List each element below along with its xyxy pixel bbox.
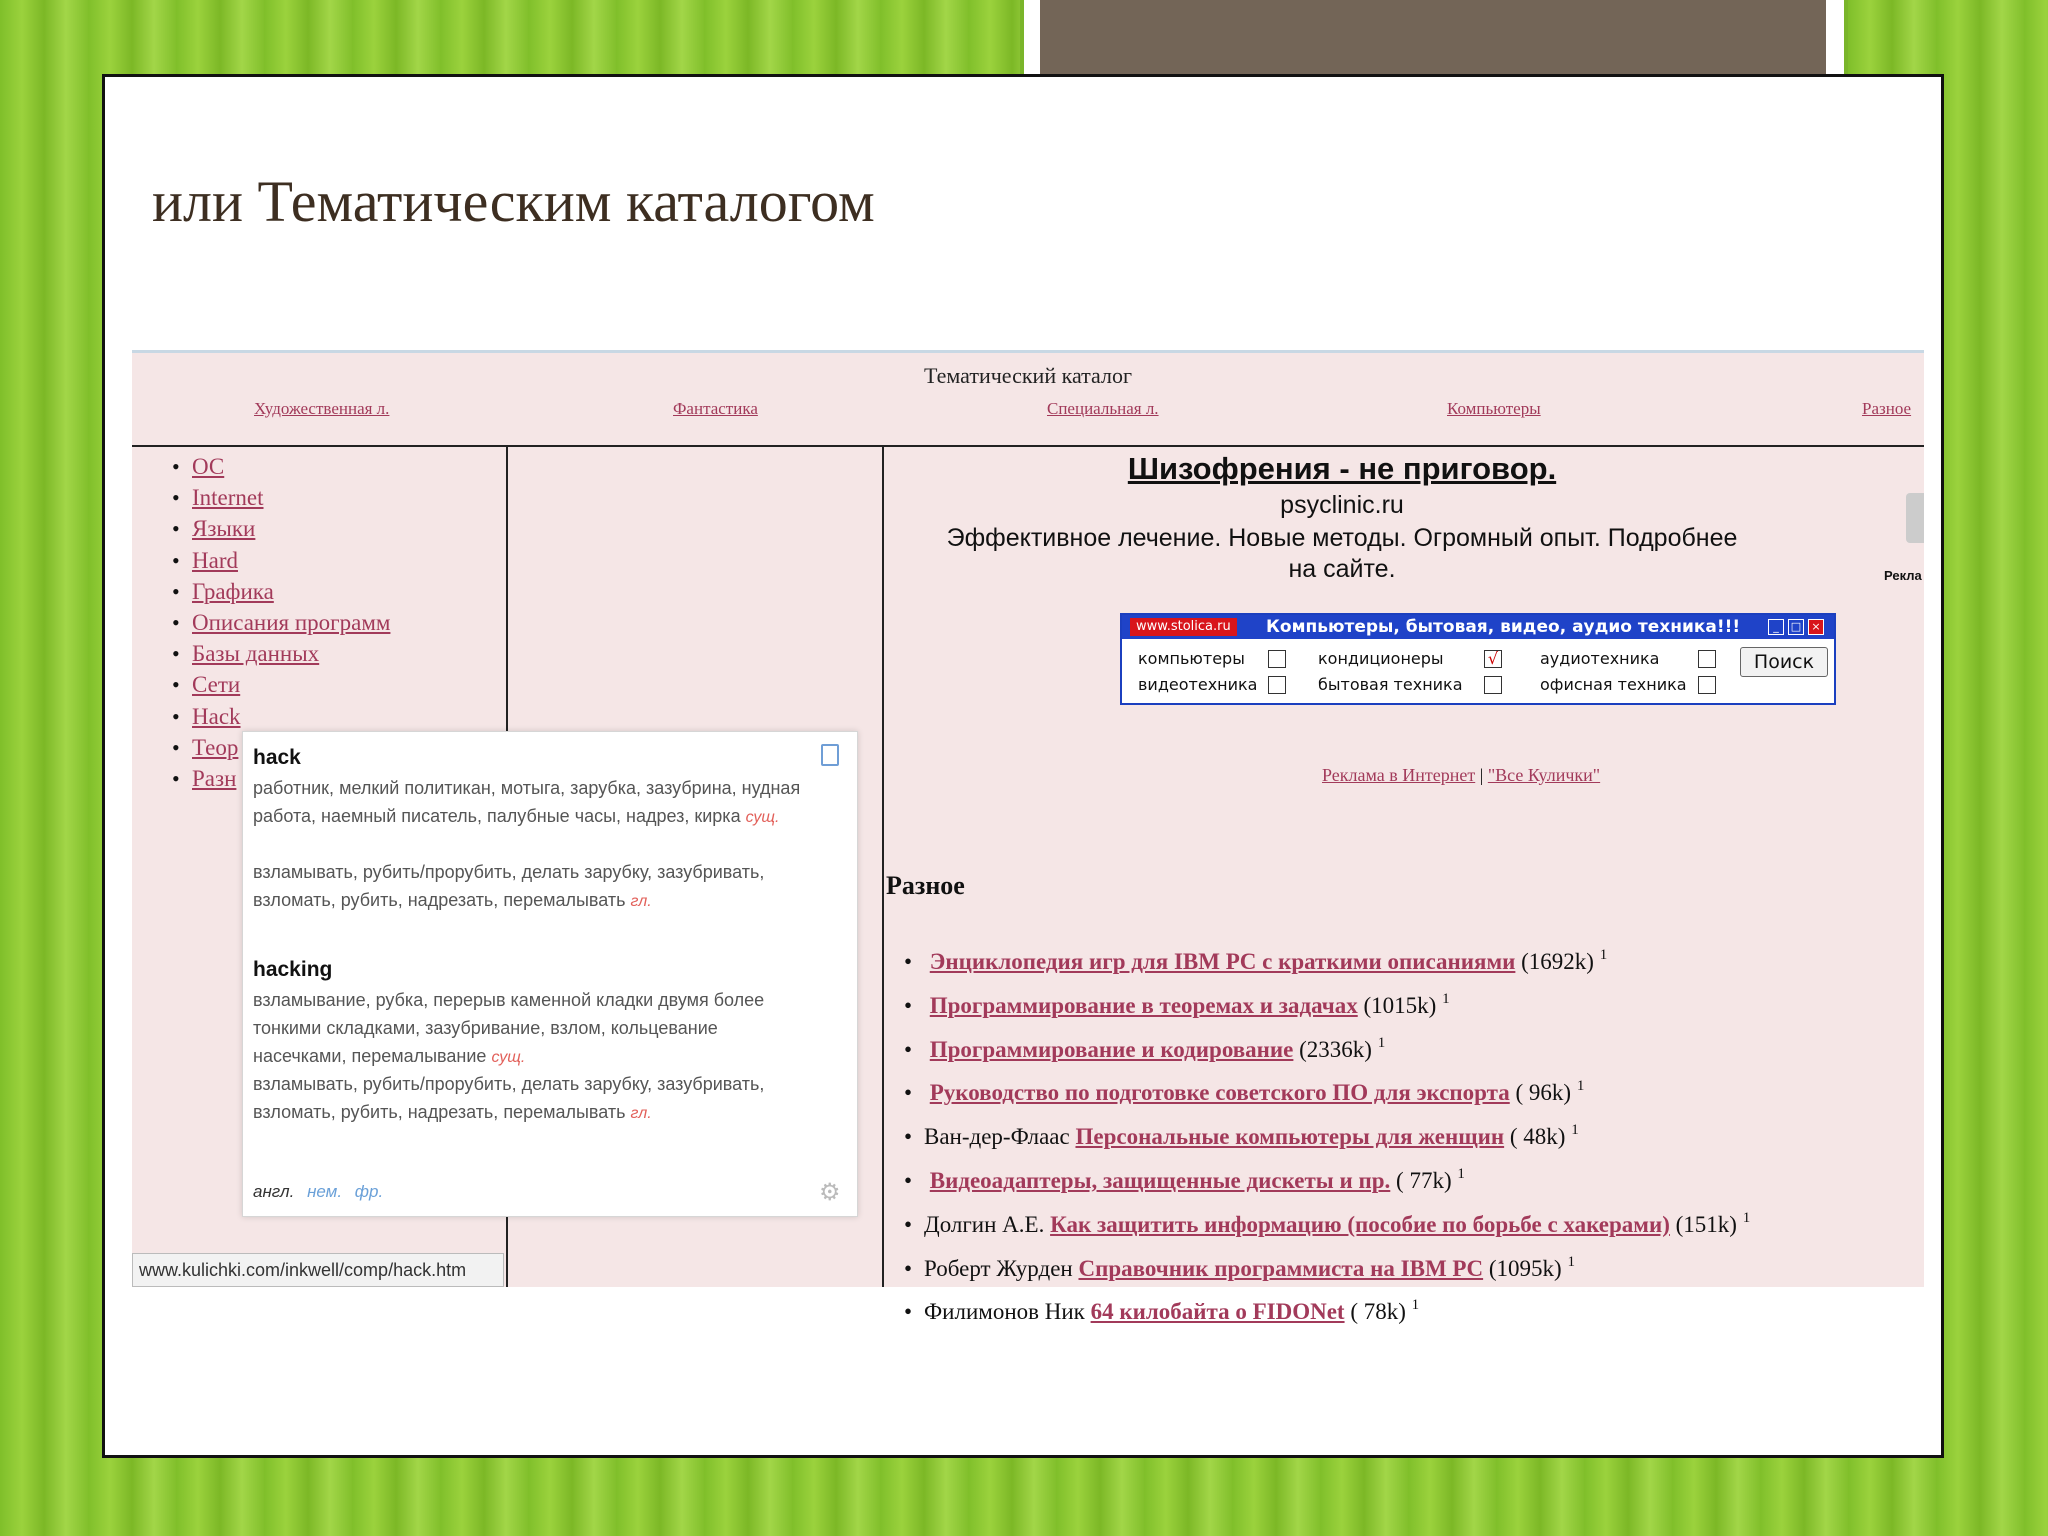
book-size: (1015k) [1363,992,1437,1018]
book-link[interactable]: Справочник программиста на IBM PC [1078,1255,1484,1281]
sidebar-item-networks[interactable]: • Сети [172,669,390,700]
book-size: (2336k) [1299,1036,1372,1062]
close-icon: × [1808,619,1824,635]
book-link[interactable]: 64 килобайта о FIDONet [1090,1299,1345,1325]
popup-definition-text: работник, мелкий политикан, мотыга, зарубка, зазубрина, нудная работа, наемный писатель, палубные часы, надрез, кирка [253,778,801,826]
lang-english[interactable]: англ. [253,1182,295,1201]
book-note: 1 [1742,1209,1751,1226]
banner-label-video: видеотехника [1138,675,1258,694]
checkbox-computers[interactable] [1268,650,1286,668]
promo-links [1322,765,1600,786]
stolica-banner [1120,613,1836,705]
banner-title-bar [1122,615,1834,639]
book-size: (1095k) [1488,1255,1562,1281]
book-note: 1 [1411,1297,1420,1314]
part-of-speech-label: гл. [630,1105,652,1122]
maximize-icon: □ [1788,619,1804,635]
checkbox-conditioners[interactable]: √ [1484,650,1502,668]
banner-label-audio: аудиотехника [1540,649,1660,668]
list-item [904,1025,1750,1069]
sidebar-item-theory[interactable]: • Теор [172,732,390,763]
book-size: ( 78k) [1350,1299,1406,1325]
book-author: Роберт Журден [924,1255,1073,1281]
banner-site-logo[interactable]: www.stolica.ru [1130,618,1237,636]
dictionary-popup [242,731,858,1217]
list-item [904,937,1750,981]
list-item [904,981,1750,1025]
language-switcher [253,1182,383,1202]
ad-domain: psyclinic.ru [1280,491,1404,519]
nav-link-special[interactable]: Специальная л. [1047,399,1159,418]
book-size: ( 77k) [1396,1167,1452,1193]
nav-link-misc[interactable]: Разное [1862,399,1912,418]
catalog-title: Тематический каталог [924,363,1132,388]
book-note: 1 [1442,990,1450,1007]
book-link[interactable]: Видеоадаптеры, защищенные дискеты и пр. [929,1167,1391,1193]
book-size: ( 96k) [1515,1080,1572,1106]
list-item [904,1200,1750,1244]
sidebar-item-graphics[interactable]: • Графика [172,576,390,607]
book-list [904,937,1750,1331]
nav-link-fiction[interactable]: Художественная л. [254,399,390,418]
list-item [904,1287,1750,1331]
popup-definition [253,774,813,832]
popup-definition-text: взламывание, рубка, перерыв каменной кладки двумя более тонкими складками, зазубривание, взлом, кольцевание насечками, перемалывание [253,990,765,1066]
promo-link-advertising[interactable]: Реклама в Интернет [1322,765,1476,785]
part-of-speech-label: сущ. [745,809,780,826]
book-note: 1 [1576,1078,1585,1095]
book-note: 1 [1377,1034,1386,1051]
popup-definition-text: взламывать, рубить/прорубить, делать зарубку, зазубривать, взломать, рубить, надрезать, перемалывать [253,862,765,910]
checkbox-office[interactable] [1698,676,1716,694]
search-button[interactable]: Поиск [1740,647,1828,677]
sidebar-item-os[interactable]: • ОС [172,451,390,482]
popup-definition [253,858,813,916]
sidebar-item-program-descriptions[interactable]: • Описания программ [172,607,390,638]
part-of-speech-label: гл. [630,893,652,910]
sidebar-item-hack[interactable]: • Hack [172,701,390,732]
banner-label-conditioners: кондиционеры [1318,649,1444,668]
lang-french[interactable]: фр. [354,1182,384,1201]
banner-label-office: офисная техника [1540,675,1687,694]
slide-title: или Тематическим каталогом [152,169,875,234]
lang-german[interactable]: нем. [307,1182,343,1201]
minimize-icon: _ [1768,619,1784,635]
checkbox-video[interactable] [1268,676,1286,694]
list-item [904,1112,1750,1156]
ad-title-link[interactable]: Шизофрения - не приговор. [1127,451,1557,486]
checkbox-audio[interactable] [1698,650,1716,668]
popup-definition-text: взламывать, рубить/прорубить, делать зарубку, зазубривать, взломать, рубить, надрезать, перемалывать [253,1074,765,1122]
popup-definition [253,986,813,1072]
popup-word-hack: hack [253,746,301,769]
document-icon[interactable] [821,744,839,766]
ad-label: Рекла [1884,568,1922,583]
browser-screenshot [132,350,1924,1325]
book-note: 1 [1571,1122,1579,1139]
part-of-speech-label: сущ. [491,1049,526,1066]
banner-label-household: бытовая техника [1318,675,1463,694]
ad-side-button[interactable] [1906,493,1924,543]
sidebar-item-databases[interactable]: • Базы данных [172,638,390,669]
list-item [904,1068,1750,1112]
section-heading: Разное [886,871,965,900]
promo-separator: | [1479,765,1484,785]
book-author: Долгин А.Е. [924,1211,1045,1237]
catalog-header [132,353,1924,447]
book-link[interactable]: Программирование и кодирование [929,1036,1294,1062]
book-size: (151k) [1675,1211,1737,1237]
book-size: (1692k) [1521,949,1594,974]
promo-link-kulichki[interactable]: "Все Кулички" [1487,765,1601,785]
nav-link-computers[interactable]: Компьютеры [1447,399,1541,418]
book-note: 1 [1599,947,1608,963]
book-link[interactable]: Программирование в теоремах и задачах [929,992,1358,1018]
sidebar-item-internet[interactable]: • Internet [172,482,390,513]
banner-caption: Компьютеры, бытовая, видео, аудио техника!!! [1266,617,1741,637]
sidebar-item-languages[interactable]: • Языки [172,513,390,544]
gear-icon[interactable]: ⚙ [819,1179,841,1206]
book-link[interactable]: Энциклопедия игр для IBM PC с краткими описаниями [929,949,1516,974]
column-divider-right [882,445,884,1287]
popup-word-hacking: hacking [253,958,333,981]
book-link[interactable]: Персональные компьютеры для женщин [1075,1124,1505,1150]
book-link[interactable]: Как защитить информацию (пособие по борьбе с хакерами) [1050,1211,1670,1237]
popup-definition [253,1070,813,1128]
list-item [904,1156,1750,1200]
sidebar-item-misc[interactable]: • Разн [172,763,390,794]
book-link[interactable]: Руководство по подготовке советского ПО для экспорта [929,1080,1510,1106]
checkbox-household[interactable] [1484,676,1502,694]
sidebar-item-hard[interactable]: • Hard [172,545,390,576]
nav-link-sci-fi[interactable]: Фантастика [673,399,758,418]
list-item [904,1244,1750,1288]
book-author: Филимонов Ник [924,1299,1085,1325]
status-bar-url: www.kulichki.com/inkwell/comp/hack.htm [132,1253,504,1287]
book-author: Ван-дер-Флаас [924,1124,1070,1150]
ad-text: Эффективное лечение. Новые методы. Огромный опыт. Подробнее на сайте. [946,524,1738,583]
book-note: 1 [1457,1165,1465,1182]
banner-label-computers: компьютеры [1138,649,1245,668]
book-size: ( 48k) [1509,1124,1566,1150]
book-note: 1 [1567,1253,1575,1270]
